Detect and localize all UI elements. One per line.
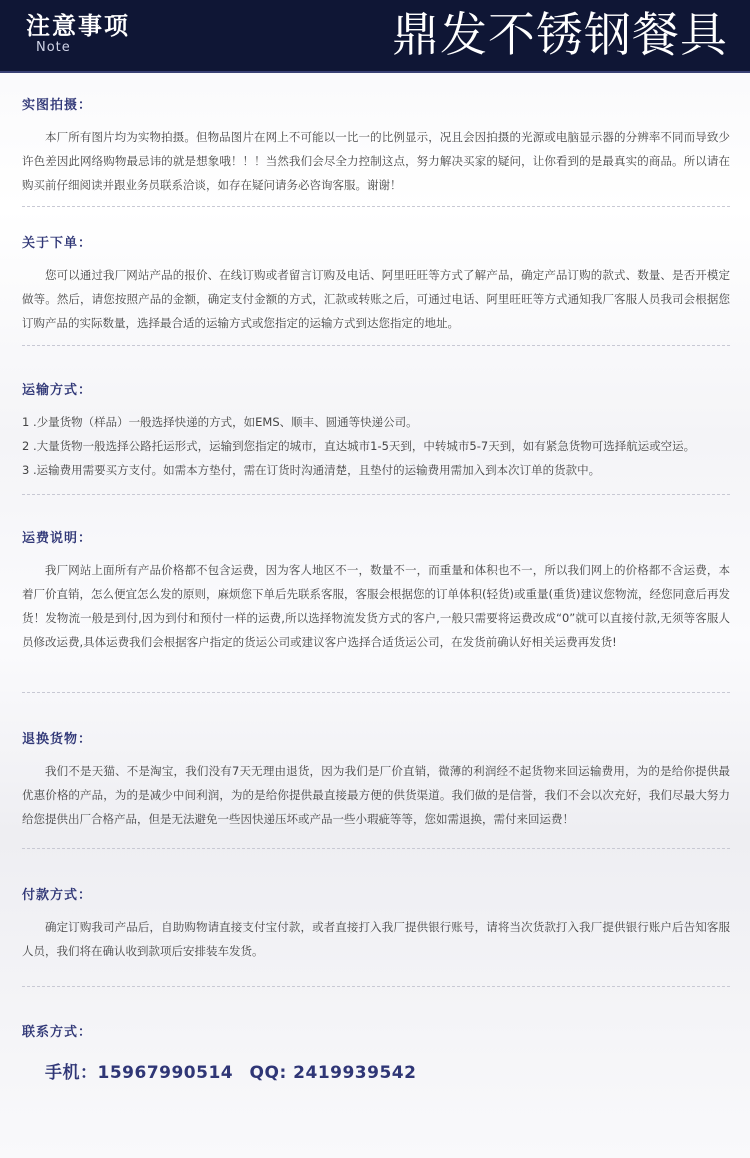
section-freight — [22, 530, 730, 654]
section-title: 运费说明： — [22, 531, 93, 546]
section-body: 您可以通过我厂网站产品的报价、在线订购或者留言订购及电话、阿里旺旺等方式了解产品，确定产品订购的款式、数量、是否开模定做等。然后，请您按照产品的金额，确定支付金额的方式，汇款或转账之后，可通过电话、阿里旺旺等方式通知我厂客服人员我司会根据您订购产品的实际数量，选择最合适的运输方式或您指定的运输方式到达您指定的地址。 — [22, 268, 730, 330]
section-contact — [22, 1024, 730, 1042]
section-shipping — [22, 382, 730, 482]
section-divider — [22, 692, 730, 693]
section-ordering — [22, 235, 730, 335]
qq-number: QQ: 2419939542 — [249, 1063, 417, 1083]
section-divider — [22, 206, 730, 207]
section-title: 联系方式： — [22, 1025, 93, 1040]
section-title: 付款方式： — [22, 888, 93, 903]
list-item: 3 .运输费用需要买方支付。如需本方垫付，需在订货时沟通清楚，且垫付的运输费用需加入到本次订单的货款中。 — [22, 463, 601, 477]
shipping-list — [22, 410, 730, 482]
list-item: 2 .大量货物一般选择公路托运形式，运输到您指定的城市，直达城市1-5天到，中转城市5-7天到，如有紧急货物可选择航运或空运。 — [22, 439, 696, 453]
section-body: 确定订购我司产品后，自助购物请直接支付宝付款，或者直接打入我厂提供银行账号，请将当次货款打入我厂提供银行账户后告知客服人员，我们将在确认收到款项后安排装车发货。 — [22, 920, 730, 958]
header-divider — [0, 71, 750, 73]
section-body: 我厂网站上面所有产品价格都不包含运费，因为客人地区不一，数量不一，而重量和体积也不一，所以我们网上的价格都不含运费，本着厂价直销，怎么便宜怎么发的原则，麻烦您下单后先联系客服，客服会根据您的订单体积(轻货)或重量(重货)建议您物流，经您同意后再发货！发物流一般是到付,因为到付和预付一样的运费,所以选择物流发货方式的客户,一般只需要将运费改成“0”就可以直接付款,无须等客服人员修改运费,具体运费我们会根据客户指定的货运公司或建议客户选择合适货运公司，在发货前确认好相关运费再发货! — [22, 563, 730, 649]
brand-name: 鼎发不锈钢餐具 — [392, 8, 728, 63]
section-divider — [22, 345, 730, 346]
list-item: 1 .少量货物（样品）一般选择快递的方式，如EMS、顺丰、圆通等快递公司。 — [22, 415, 418, 429]
section-photos — [22, 97, 730, 197]
section-body: 我们不是天猫、不是淘宝，我们没有7天无理由退货，因为我们是厂价直销，微薄的利润经不起货物来回运输费用，为的是给你提供最优惠价格的产品，为的是减少中间利润，为的是给你提供最直接最方便的供货渠道。我们做的是信誉，我们不会以次充好，我们尽最大努力给您提供出厂合格产品，但是无法避免一些因快递压坏或产品一些小瑕疵等等，您如需退换，需付来回运费！ — [22, 764, 730, 826]
section-payment — [22, 887, 730, 963]
section-divider — [22, 986, 730, 987]
header-title-group — [26, 12, 130, 56]
section-divider — [22, 494, 730, 495]
contact-info — [45, 1058, 426, 1083]
section-title: 退换货物： — [22, 732, 93, 747]
page-header — [0, 0, 750, 71]
section-returns — [22, 731, 730, 831]
header-subtitle: Note — [36, 40, 71, 55]
section-title: 运输方式： — [22, 383, 93, 398]
section-title: 关于下单： — [22, 236, 93, 251]
header-title: 注意事项 — [26, 12, 130, 40]
section-divider — [22, 848, 730, 849]
section-body: 本厂所有图片均为实物拍摄。但物品图片在网上不可能以一比一的比例显示，况且会因拍摄的光源或电脑显示器的分辨率不同而导致少许色差因此网络购物最忌讳的就是想象哦！！！当然我们会尽全力控制这点，努力解决买家的疑问，让你看到的是最真实的商品。所以请在购买前仔细阅读并跟业务员联系洽谈，如存在疑问请务必咨询客服。谢谢！ — [22, 130, 730, 192]
section-title: 实图拍摄： — [22, 98, 93, 113]
phone-number: 手机：15967990514 — [45, 1063, 234, 1083]
